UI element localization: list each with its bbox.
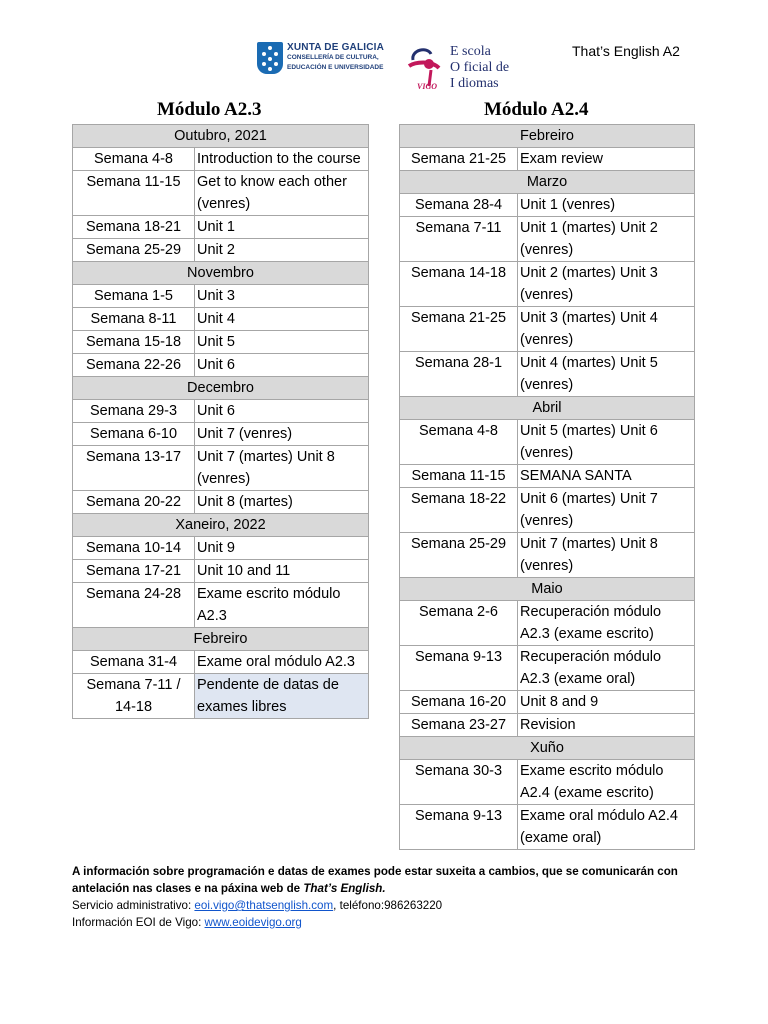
content-cell: Unit 3	[195, 285, 369, 308]
table-row	[400, 691, 695, 714]
footer-admin	[72, 897, 712, 914]
content-cell: Unit 8 and 9	[518, 691, 695, 714]
module-b-title: Módulo A2.4	[484, 99, 589, 120]
footer-eoi	[72, 914, 712, 931]
eoi-logo	[405, 40, 515, 96]
table-row	[400, 352, 695, 397]
month-header: Xaneiro, 2022	[73, 514, 369, 537]
table-row	[73, 171, 369, 216]
week-cell: Semana 1-5	[73, 285, 195, 308]
content-cell: Unit 4	[195, 308, 369, 331]
week-cell: Semana 7-11	[400, 217, 518, 262]
content-cell: Unit 8 (martes)	[195, 491, 369, 514]
table-row	[73, 491, 369, 514]
content-cell: Unit 1 (venres)	[518, 194, 695, 217]
content-cell: Unit 6	[195, 354, 369, 377]
notice-text: A información sobre programación e datas de exames pode estar suxeita a cambios, que se comunicarán con antelación nas clases e na páxina web de	[72, 865, 678, 895]
table-row	[73, 400, 369, 423]
month-header: Febreiro	[400, 125, 695, 148]
week-cell: Semana 18-21	[73, 216, 195, 239]
month-header: Febreiro	[73, 628, 369, 651]
month-header: Xuño	[400, 737, 695, 760]
content-cell: Unit 10 and 11	[195, 560, 369, 583]
month-header: Marzo	[400, 171, 695, 194]
week-cell: Semana 21-25	[400, 148, 518, 171]
table-row	[73, 674, 369, 719]
xunta-dept-line1: CONSELLERÍA DE CULTURA,	[287, 54, 379, 61]
content-cell: Exam review	[518, 148, 695, 171]
table-row	[73, 331, 369, 354]
week-cell: Semana 4-8	[73, 148, 195, 171]
table-row	[400, 420, 695, 465]
month-header: Decembro	[73, 377, 369, 400]
admin-label: Servicio administrativo:	[72, 899, 195, 912]
month-header-row	[400, 397, 695, 420]
content-cell: Exame escrito módulo A2.3	[195, 583, 369, 628]
xunta-logo	[257, 42, 384, 74]
content-cell: Recuperación módulo A2.3 (exame escrito)	[518, 601, 695, 646]
week-cell: Semana 9-13	[400, 805, 518, 850]
table-row	[400, 465, 695, 488]
content-cell: Introduction to the course	[195, 148, 369, 171]
table-row	[400, 805, 695, 850]
table-row	[73, 354, 369, 377]
content-cell: Unit 3 (martes) Unit 4 (venres)	[518, 307, 695, 352]
table-row	[400, 262, 695, 307]
table-row	[73, 285, 369, 308]
table-row	[73, 446, 369, 491]
content-cell: Unit 1	[195, 216, 369, 239]
table-row	[400, 714, 695, 737]
table-row	[400, 601, 695, 646]
month-header: Novembro	[73, 262, 369, 285]
xunta-dept-line2: EDUCACIÓN E UNIVERSIDADE	[287, 64, 384, 71]
week-cell: Semana 8-11	[73, 308, 195, 331]
month-header-row	[400, 171, 695, 194]
week-cell: Semana 7-11 / 14-18	[73, 674, 195, 719]
month-header-row	[73, 262, 369, 285]
content-cell: Unit 1 (martes) Unit 2 (venres)	[518, 217, 695, 262]
week-cell: Semana 31-4	[73, 651, 195, 674]
content-cell: Unit 5	[195, 331, 369, 354]
table-row	[400, 533, 695, 578]
month-header-row	[400, 578, 695, 601]
table-row	[400, 217, 695, 262]
content-cell: Revision	[518, 714, 695, 737]
month-header-row	[73, 514, 369, 537]
content-cell: Unit 9	[195, 537, 369, 560]
content-cell: Unit 4 (martes) Unit 5 (venres)	[518, 352, 695, 397]
admin-phone: , teléfono:986263220	[333, 899, 443, 912]
week-cell: Semana 18-22	[400, 488, 518, 533]
content-cell: Unit 6 (martes) Unit 7 (venres)	[518, 488, 695, 533]
eoi-line3: I diomas	[450, 76, 499, 91]
week-cell: Semana 30-3	[400, 760, 518, 805]
table-row	[73, 583, 369, 628]
month-header: Outubro, 2021	[73, 125, 369, 148]
week-cell: Semana 25-29	[73, 239, 195, 262]
content-cell: Get to know each other (venres)	[195, 171, 369, 216]
week-cell: Semana 10-14	[73, 537, 195, 560]
xunta-shield-icon	[257, 42, 283, 74]
table-row	[400, 646, 695, 691]
month-header: Maio	[400, 578, 695, 601]
week-cell: Semana 14-18	[400, 262, 518, 307]
notice-brand: That’s English.	[303, 882, 386, 895]
admin-email-link[interactable]: eoi.vigo@thatsenglish.com	[194, 899, 334, 912]
xunta-name: XUNTA DE GALICIA	[287, 42, 385, 53]
week-cell: Semana 23-27	[400, 714, 518, 737]
table-row	[400, 307, 695, 352]
eoi-label: Información EOI de Vigo:	[72, 916, 205, 929]
table-row	[400, 760, 695, 805]
week-cell: Semana 24-28	[73, 583, 195, 628]
week-cell: Semana 28-4	[400, 194, 518, 217]
content-cell: Unit 2 (martes) Unit 3 (venres)	[518, 262, 695, 307]
content-cell: Recuperación módulo A2.3 (exame oral)	[518, 646, 695, 691]
table-row	[73, 216, 369, 239]
week-cell: Semana 11-15	[400, 465, 518, 488]
week-cell: Semana 4-8	[400, 420, 518, 465]
eoi-website-link[interactable]: www.eoidevigo.org	[204, 916, 302, 929]
month-header-row	[73, 628, 369, 651]
week-cell: Semana 9-13	[400, 646, 518, 691]
month-header-row	[400, 125, 695, 148]
table-row	[400, 194, 695, 217]
content-cell: Unit 6	[195, 400, 369, 423]
footer	[72, 863, 712, 931]
content-cell: Unit 5 (martes) Unit 6 (venres)	[518, 420, 695, 465]
week-cell: Semana 6-10	[73, 423, 195, 446]
module-a-table	[72, 124, 369, 719]
table-row	[73, 423, 369, 446]
month-header-row	[73, 125, 369, 148]
content-cell: Unit 7 (venres)	[195, 423, 369, 446]
week-cell: Semana 17-21	[73, 560, 195, 583]
week-cell: Semana 28-1	[400, 352, 518, 397]
table-row	[73, 308, 369, 331]
week-cell: Semana 20-22	[73, 491, 195, 514]
brand-title: That’s English A2	[572, 43, 680, 59]
content-cell: Unit 2	[195, 239, 369, 262]
table-row	[73, 239, 369, 262]
week-cell: Semana 25-29	[400, 533, 518, 578]
table-row	[73, 148, 369, 171]
week-cell: Semana 22-26	[73, 354, 195, 377]
week-cell: Semana 29-3	[73, 400, 195, 423]
table-row	[73, 651, 369, 674]
eoi-city: VIGO	[417, 82, 438, 91]
eoi-line2: O ficial de	[450, 60, 510, 75]
month-header: Abril	[400, 397, 695, 420]
content-cell: Unit 7 (martes) Unit 8 (venres)	[195, 446, 369, 491]
module-b-table	[399, 124, 695, 850]
table-row	[400, 488, 695, 533]
month-header-row	[73, 377, 369, 400]
content-cell: Exame oral módulo A2.3	[195, 651, 369, 674]
week-cell: Semana 13-17	[73, 446, 195, 491]
table-row	[400, 148, 695, 171]
table-row	[73, 537, 369, 560]
week-cell: Semana 2-6	[400, 601, 518, 646]
content-cell: Pendente de datas de exames libres	[195, 674, 369, 719]
week-cell: Semana 11-15	[73, 171, 195, 216]
module-a-title: Módulo A2.3	[157, 99, 262, 120]
content-cell: Exame oral módulo A2.4 (exame oral)	[518, 805, 695, 850]
table-row	[73, 560, 369, 583]
week-cell: Semana 15-18	[73, 331, 195, 354]
month-header-row	[400, 737, 695, 760]
week-cell: Semana 16-20	[400, 691, 518, 714]
content-cell: SEMANA SANTA	[518, 465, 695, 488]
content-cell: Exame escrito módulo A2.4 (exame escrito)	[518, 760, 695, 805]
week-cell: Semana 21-25	[400, 307, 518, 352]
eoi-line1: E scola	[450, 44, 491, 59]
footer-notice	[72, 863, 712, 897]
content-cell: Unit 7 (martes) Unit 8 (venres)	[518, 533, 695, 578]
